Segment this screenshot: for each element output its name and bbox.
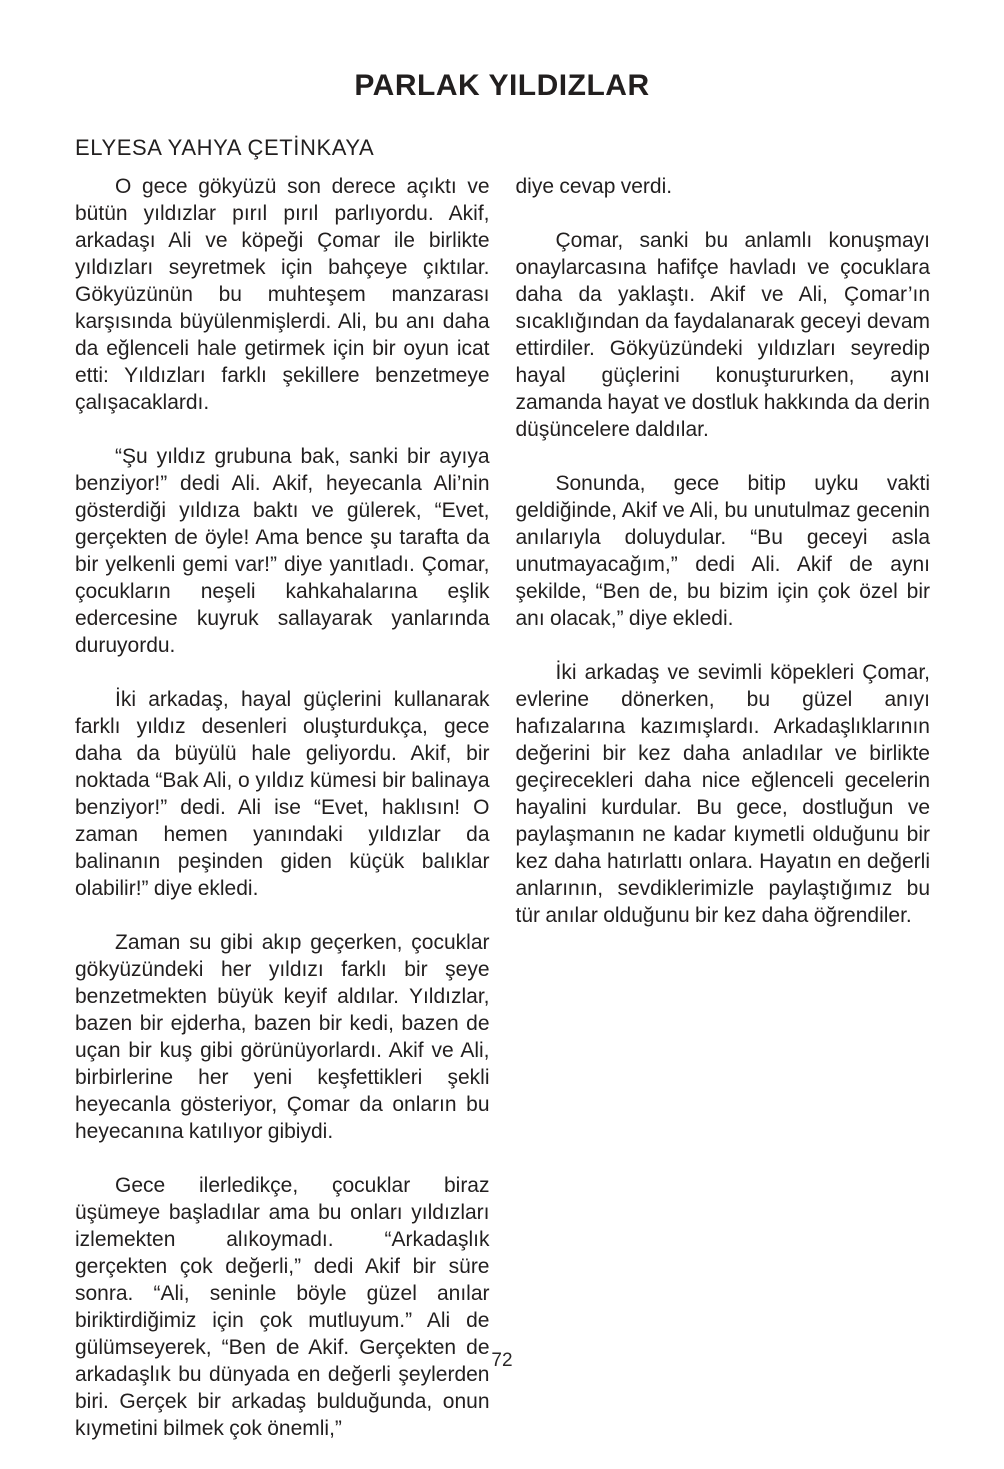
author-line: ELYESA YAHYA ÇETİNKAYA [75, 135, 375, 160]
paragraph: Sonunda, gece bitip uyku vakti geldiğinde, Akif ve Ali, bu unutulmaz gecenin anılarıyla doluydular. “Bu geceyi asla unutmayacağım,” dedi Ali. Akif de aynı şekilde, “Ben de, bu bizim için çok özel bir anı olacak,” diye ekledi. [515, 472, 930, 630]
paragraph: İki arkadaş ve sevimli köpekleri Çomar, evlerine dönerken, bu güzel anıyı hafızalarına kazımışlardı. Arkadaşlıklarının değerini bir kez daha anladılar ve birlikte geçirecekleri daha nice eğlenceli gecelerin hayalini kurdular. Bu gece, dostluğun ve paylaşmanın ne kadar kıymetli olduğunu bir kez daha hatırlattı onlara. Hayatın en değerli anlarının, sevdiklerimizle paylaştığımız bu tür anılar olduğunu bir kez daha öğrendiler. [515, 661, 930, 927]
paragraph: Gece ilerledikçe, çocuklar biraz üşümeye başladılar ama bu onları yıldızları izlemekten alıkoymadı. “Arkadaşlık gerçekten çok değerli,” dedi Akif bir süre sonra. “Ali, seninle böyle güzel anılar biriktirdiğimiz için çok mutluyum.” Ali de gülümseyerek, “Ben de Akif. Gerçekten de arkadaşlık bu dünyada en değerli şeylerden biri. Gerçek bir arkadaş bulduğunda, onun kıymetini bilmek çok önemli,” [75, 1174, 490, 1440]
paragraph: Zaman su gibi akıp geçerken, çocuklar gökyüzündeki her yıldızı farklı bir şeye benzetmekten büyük keyif aldılar. Yıldızlar, bazen bir ejderha, bazen bir kedi, bazen de uçan bir kuş gibi görünüyorlardı. Akif ve Ali, birbirlerine her yeni keşfettikleri şekli heyecanla gösteriyor, Çomar da onların bu heyecanına katılıyor gibiydi. [75, 931, 490, 1143]
paragraph: O gece gökyüzü son derece açıktı ve bütün yıldızlar pırıl pırıl parlıyordu. Akif, arkadaşı Ali ve köpeği Çomar ile birlikte yıldızları seyretmek için bahçeye çıktılar. Gökyüzünün bu muhteşem manzarası karşısında büyülenmişlerdi. Ali, bu anı daha da eğlenceli hale getirmek için bir oyun icat etti: Yıldızları farklı şekillere benzetmeye çalışacaklardı. [75, 175, 490, 414]
paragraph: İki arkadaş, hayal güçlerini kullanarak farklı yıldız desenleri oluşturdukça, gece daha da büyülü hale geliyordu. Akif, bir noktada “Bak Ali, o yıldız kümesi bir balinaya benziyor!” dedi. Ali ise “Evet, haklısın! O zaman hemen yanındaki yıldızlar da balinanın peşinden giden küçük balıklar olabilir!” diye ekledi. [75, 688, 490, 900]
text-columns [75, 173, 930, 1469]
right-column [516, 173, 931, 1469]
paragraph: Çomar, sanki bu anlamlı konuşmayı onaylarcasına hafifçe havladı ve çocuklara daha da yaklaştı. Akif ve Ali, Çomar’ın sıcaklığından da faydalanarak geceyi devam ettirdiler. Gökyüzündeki yıldızları seyredip hayal güçlerini konuştururken, aynı zamanda hayat ve dostluk hakkında da derin düşüncelere daldılar. [515, 229, 930, 441]
page-title: PARLAK YILDIZLAR [354, 69, 650, 102]
left-column [75, 173, 490, 1469]
paragraph: “Şu yıldız grubuna bak, sanki bir ayıya benziyor!” dedi Ali. Akif, heyecanla Ali’nin gösterdiği yıldıza baktı ve gülerek, “Evet, gerçekten de öyle! Ama bence şu tarafta da bir yelkenli gemi var!” diye yanıtladı. Çomar, çocukların neşeli kahkahalarına eşlik edercesine kuyruk sallayarak yanlarında duruyordu. [75, 445, 490, 657]
page-number: 72 [491, 1350, 513, 1371]
paragraph-continuation: diye cevap verdi. [515, 175, 673, 198]
